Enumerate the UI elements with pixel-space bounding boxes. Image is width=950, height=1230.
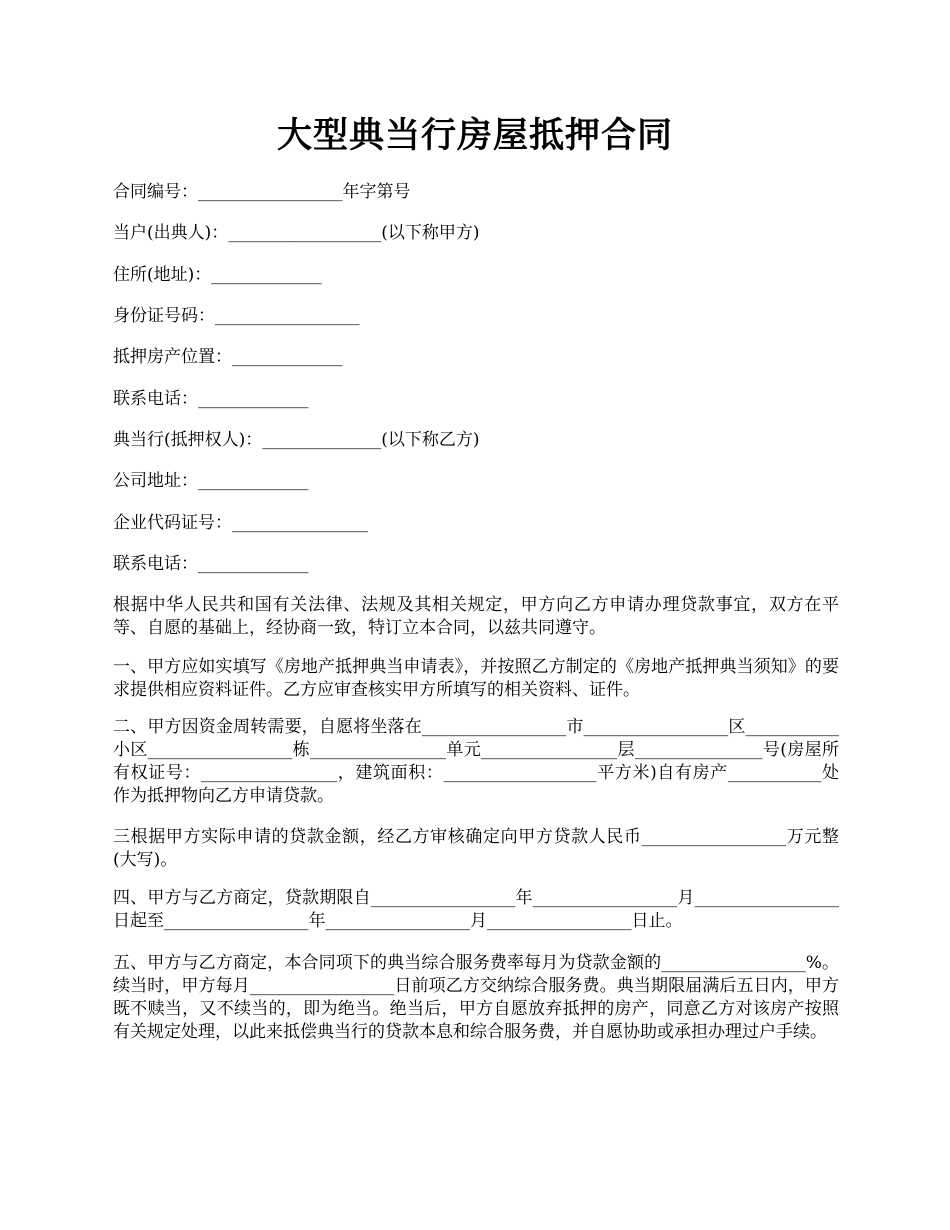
pawner-phone-field: 联系电话：_____________ <box>113 389 309 409</box>
contract-number-field: 合同编号：_________________年字第号 <box>113 182 411 202</box>
clause-3-paragraph: 三根据甲方实际申请的贷款金额，经乙方审核确定向甲方贷款人民币_________________万元整(大写)。 <box>113 827 839 870</box>
clause-5-paragraph: 五、甲方与乙方商定，本合同项下的典当综合服务费率每月为贷款金额的_________________%。续当时，甲方每月_________________日前项乙方交纳综合服务费。典当期限届满后五日内，甲方既不赎当，又不续当的，即为绝当。绝当后，甲方自愿放弃抵押的房产，同意乙方对该房产按照有关规定处理，以此来抵偿典当行的贷款本息和综合服务费，并自愿协助或承担办理过户手续。 <box>113 953 839 1042</box>
id-number-field: 身份证号码：_________________ <box>113 306 360 326</box>
clause-2-paragraph: 二、甲方因资金周转需要，自愿将坐落在_________________市_________________区___________小区_________________栋________________单元________________层_______________号(房屋所有权证号：________________，建筑面积：__________________平方米)自有房产___________处作为抵押物向乙方申请贷款。 <box>113 717 839 806</box>
enterprise-code-field: 企业代码证号：________________ <box>113 513 368 533</box>
pawner-field: 当户(出典人)：__________________(以下称甲方) <box>113 223 480 243</box>
company-address-field: 公司地址：_____________ <box>113 471 309 491</box>
property-location-field: 抵押房产位置：_____________ <box>113 347 343 367</box>
pawnshop-field: 典当行(抵押权人)：______________(以下称乙方) <box>113 430 480 450</box>
pawner-address-field: 住所(地址)：_____________ <box>113 265 322 285</box>
document-title: 大型典当行房屋抵押合同 <box>276 115 673 156</box>
clause-4-paragraph: 四、甲方与乙方商定，贷款期限自_________________年_________________月_________________日起至_________________年_________________月_________________日止。 <box>113 888 839 931</box>
pawnshop-phone-field: 联系电话：_____________ <box>113 554 309 574</box>
clause-1-paragraph: 一、甲方应如实填写《房地产抵押典当申请表》，并按照乙方制定的《房地产抵押典当须知》的要求提供相应资料证件。乙方应审查核实甲方所填写的相关资料、证件。 <box>113 657 839 700</box>
preamble-paragraph: 根据中华人民共和国有关法律、法规及其相关规定，甲方向乙方申请办理贷款事宜，双方在平等、自愿的基础上，经协商一致，特订立本合同，以兹共同遵守。 <box>113 595 839 638</box>
